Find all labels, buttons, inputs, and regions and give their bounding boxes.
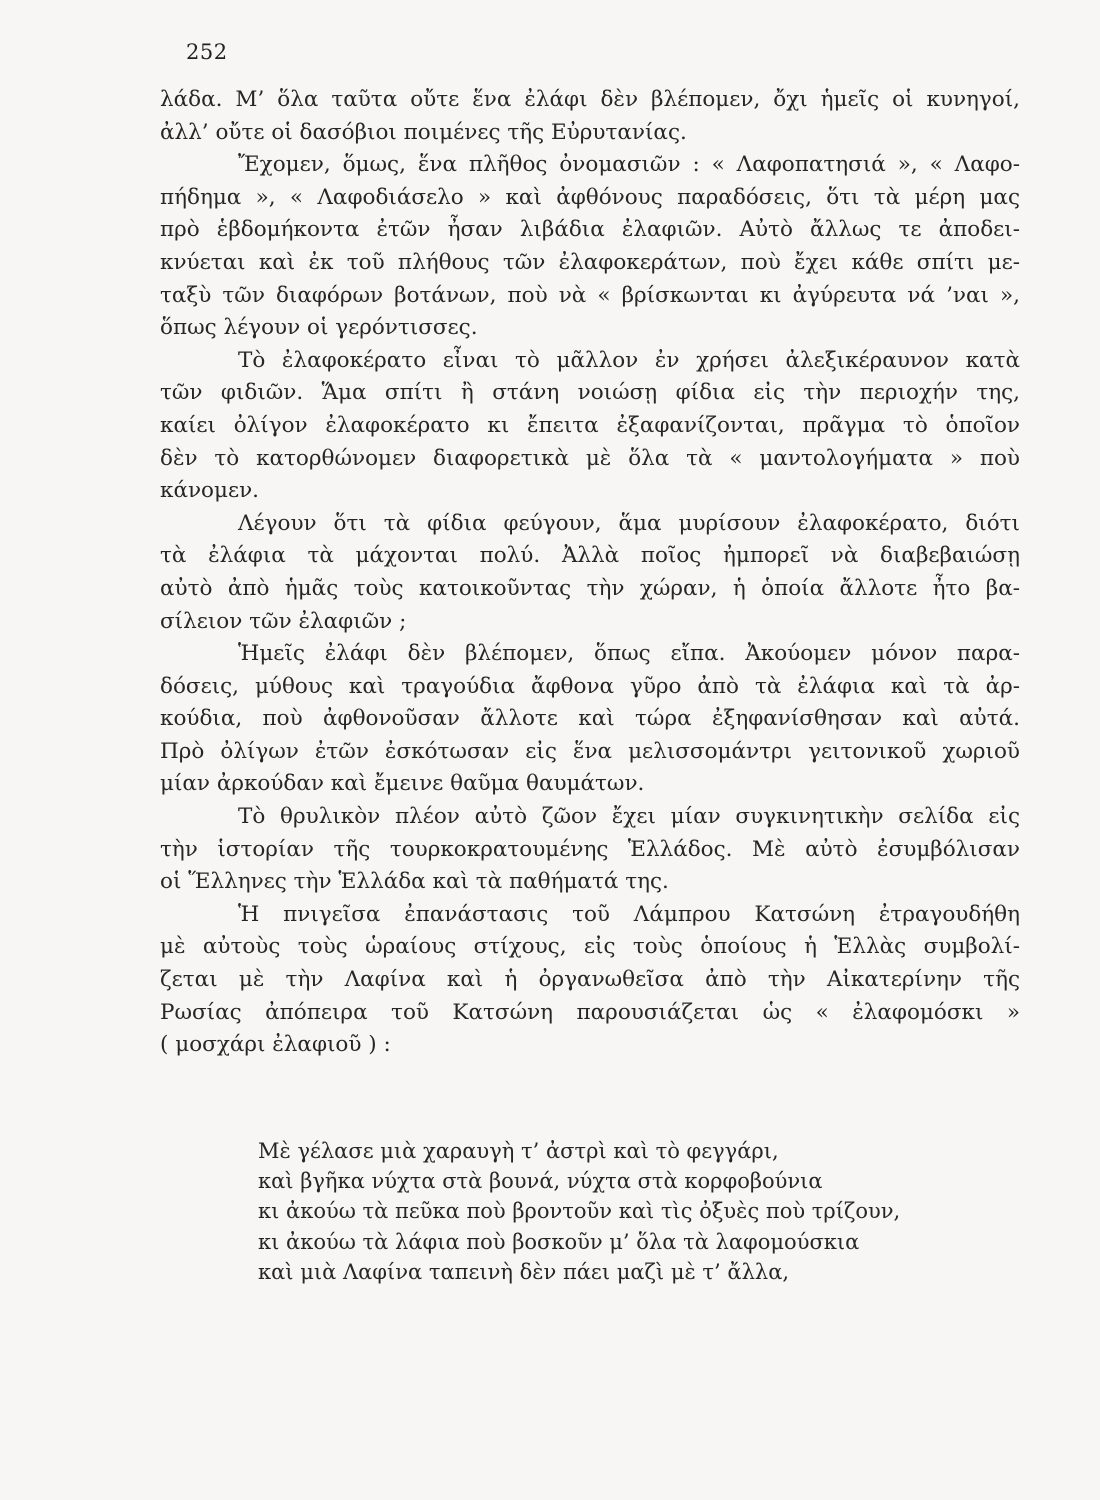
text-line: κνύεται καὶ ἐκ τοῦ πλήθους τῶν ἐλαφοκεράτων, ποὺ ἔχει κάθε σπίτι με- [160, 249, 1020, 275]
text-line: Ἡμεῖς ἐλάφι δὲν βλέπομεν, ὅπως εἴπα. Ἀκούομεν μόνον παρα- [238, 641, 1020, 667]
text-line: Τὸ θρυλικὸν πλέον αὐτὸ ζῶον ἔχει μίαν συγκινητικὴν σελίδα εἰς [238, 804, 1020, 830]
text-line: ὅπως λέγουν οἱ γερόντισσες. [160, 315, 478, 341]
text-line: οἱ Ἕλληνες τὴν Ἑλλάδα καὶ τὰ παθήματά της. [160, 869, 669, 895]
text-line: ταξὺ τῶν διαφόρων βοτάνων, ποὺ νὰ « βρίσκωνται κι ἀγύρευτα νά ’ναι », [160, 282, 1020, 308]
text-line: τὰ ἐλάφια τὰ μάχονται πολύ. Ἀλλὰ ποῖος ἠμπορεῖ νὰ διαβεβαιώσῃ [160, 543, 1020, 569]
paragraph [160, 149, 1020, 345]
text-line: Λέγουν ὅτι τὰ φίδια φεύγουν, ἅμα μυρίσουν ἐλαφοκέρατο, διότι [238, 510, 1020, 536]
text-line: Τὸ ἐλαφοκέρατο εἶναι τὸ μᾶλλον ἐν χρήσει ἀλεξικέραυνον κατὰ [238, 347, 1020, 373]
text-line: κάνομεν. [160, 478, 259, 504]
poem-verse: κι ἀκούω τὰ πεῦκα ποὺ βροντοῦν καὶ τὶς ὀξυὲς ποὺ τρίζουν, [258, 1199, 901, 1224]
paragraph [160, 899, 1020, 1062]
text-line: δόσεις, μύθους καὶ τραγούδια ἄφθονα γῦρο ἀπὸ τὰ ἐλάφια καὶ τὰ ἀρ- [160, 673, 1020, 699]
text-line: Πρὸ ὀλίγων ἐτῶν ἐσκότωσαν εἰς ἕνα μελισσομάντρι γειτονικοῦ χωριοῦ [160, 738, 1020, 764]
text-line: μὲ αὐτοὺς τοὺς ὡραίους στίχους, εἰς τοὺς ὁποίους ἡ Ἑλλὰς συμβολί- [160, 934, 1020, 960]
paragraph [160, 508, 1020, 638]
paragraph [160, 801, 1020, 899]
text-line: ἀλλ’ οὔτε οἱ δασόβιοι ποιμένες τῆς Εὐρυτανίας. [160, 119, 687, 145]
text-line: Ρωσίας ἀπόπειρα τοῦ Κατσώνη παρουσιάζεται ὡς « ἐλαφομόσκι » [160, 999, 1020, 1025]
poem-verse: Μὲ γέλασε μιὰ χαραυγὴ τ’ ἀστρὶ καὶ τὸ φεγγάρι, [258, 1139, 779, 1163]
poem-block [258, 1136, 900, 1287]
text-line: σίλειον τῶν ἐλαφιῶν ; [160, 608, 407, 634]
text-line: τῶν φιδιῶν. Ἅμα σπίτι ἢ στάνη νοιώσῃ φίδια εἰς τὴν περιοχήν της, [160, 380, 1020, 406]
body-text [160, 84, 1020, 1062]
text-line: πρὸ ἑβδομήκοντα ἐτῶν ἦσαν λιβάδια ἐλαφιῶν. Αὐτὸ ἄλλως τε ἀποδει- [160, 217, 1020, 243]
paragraph [160, 638, 1020, 801]
text-line: ζεται μὲ τὴν Λαφίνα καὶ ἡ ὀργανωθεῖσα ἀπὸ τὴν Αἰκατερίνην τῆς [160, 967, 1020, 993]
text-line: λάδα. Μ’ ὅλα ταῦτα οὔτε ἕνα ἐλάφι δὲν βλέπομεν, ὄχι ἡμεῖς οἱ κυνηγοί, [160, 87, 1020, 112]
poem-verse: καὶ μιὰ Λαφίνα ταπεινὴ δὲν πάει μαζὶ μὲ τ’ ἄλλα, [258, 1259, 790, 1284]
text-line: δὲν τὸ κατορθώνομεν διαφορετικὰ μὲ ὅλα τὰ « μαντολογήματα » ποὺ [160, 445, 1020, 471]
text-line: αὐτὸ ἀπὸ ἡμᾶς τοὺς κατοικοῦντας τὴν χώραν, ἡ ὁποία ἄλλοτε ἦτο βα- [160, 575, 1020, 601]
text-line: μίαν ἀρκούδαν καὶ ἔμεινε θαῦμα θαυμάτων. [160, 771, 645, 797]
text-line: πήδημα », « Λαφοδιάσελο » καὶ ἀφθόνους παραδόσεις, ὅτι τὰ μέρη μας [160, 184, 1020, 210]
text-line: καίει ὀλίγον ἐλαφοκέρατο κι ἔπειτα ἐξαφανίζονται, πρᾶγμα τὸ ὁποῖον [160, 412, 1020, 438]
text-line: Ἡ πνιγεῖσα ἐπανάστασις τοῦ Λάμπρου Κατσώνη ἐτραγουδήθη [238, 901, 1020, 927]
poem-verse: κι ἀκούω τὰ λάφια ποὺ βοσκοῦν μ’ ὅλα τὰ λαφομούσκια [258, 1229, 860, 1254]
page-number: 252 [186, 40, 228, 64]
paragraph [160, 345, 1020, 508]
text-line: κούδια, ποὺ ἀφθονοῦσαν ἄλλοτε καὶ τώρα ἐξηφανίσθησαν καὶ αὐτά. [160, 706, 1020, 732]
text-line: Ἔχομεν, ὅμως, ἕνα πλῆθος ὀνομασιῶν : « Λαφοπατησιά », « Λαφο- [238, 152, 1020, 178]
text-line: τὴν ἱστορίαν τῆς τουρκοκρατουμένης Ἑλλάδος. Μὲ αὐτὸ ἐσυμβόλισαν [160, 836, 1020, 862]
text-line: ( μοσχάρι ἐλαφιοῦ ) : [160, 1032, 391, 1058]
paragraph [160, 84, 1020, 149]
poem-verse: καὶ βγῆκα νύχτα στὰ βουνά, νύχτα στὰ κορφοβούνια [258, 1169, 823, 1194]
